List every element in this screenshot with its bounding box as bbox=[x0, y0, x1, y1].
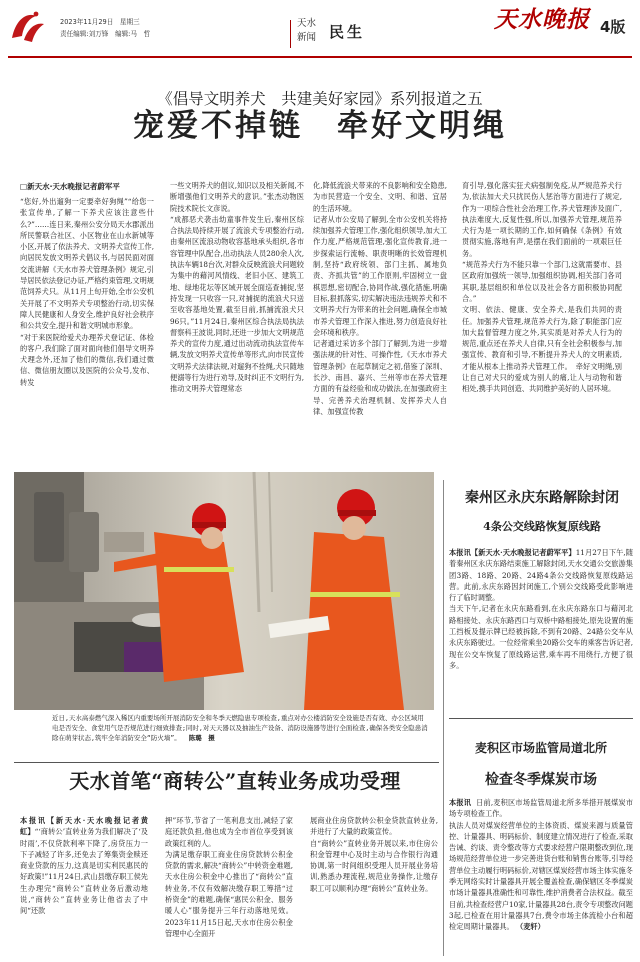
right1-headline: 秦州区永庆东路解除封闭 bbox=[465, 490, 619, 506]
issue-date: 2023年11月29日 星期三 bbox=[60, 18, 140, 26]
section-name: 民生 bbox=[329, 23, 366, 41]
newspaper-logo-icon bbox=[6, 8, 48, 48]
right1-byline: 本报讯【新天水·天水晚报记者蔚军平】 bbox=[449, 548, 576, 557]
main-story-col-1: “您好,外出遛狗一定要牵好狗绳”“给您一张宣传单,了解一下养犬应该注意些什么?”……连日来,秦州公安分局天水郡派出所民警联合社区、小区物业在山水新城等小区,开展了依法养犬、文明养犬宣传工作,向居民发放文明养犬倡议书,与居民面对面交流讲解《天水市养犬管理条例》规定,引导居民依法登记办证,严格约束管理,文明规范饲养犬只。从11月上旬开始,全市公安机关开展了不文明养犬专项整治行动,切实保障人民健康和人身安全,维护良好社会秩序和公共安全,提升和谐文明城市形象。 “对于来医院给爱犬办理养犬登记证、体检的客户,我们除了面对面向他们倡导文明养犬理念外,还加了他们的微信,我们通过微信、微信朋友圈以及医院的公众号,发布、转发 bbox=[20, 197, 154, 387]
bottom-divider bbox=[14, 762, 439, 763]
main-story-col-3: 化,降低流浪犬带来的不良影响和安全隐患,为市民营造一个安全、文明、和谐、宜居的生活环境。 记者从市公安局了解到,全市公安机关将持续加强养犬管理工作,强化组织领导,加大工作力度,严格规范管理,强化宣传教育,进一步探索运行流畅、职责明晰的长效管理机制,坚持“政府统领、部门主抓、属地负责、齐抓共管”的工作原则,牢固树立一盘棋思想,密切配合,协同作战,强化措施,明确目标,狠抓落实,切实解决违法违规养犬和不文明养犬行为带来的社会问题,确保全市城市养犬管理工作深入推进,努力创造良好社会环境和秩序。 记者通过采访多个部门了解到,为进一步增强法规的针对性、可操作性,《天水市养犬管理条例》在起草制定之初,借鉴了深圳、长沙、南昌、嘉兴、兰州等市在养犬管理方面的有益经验和成功做法,在加强政府主导、完善养犬治理机制、发挥养犬人自律、加强宣传教 bbox=[313, 181, 447, 416]
right1-subhead: 4条公交线路恢复原线路 bbox=[483, 520, 601, 533]
bottom-byline: 本报讯【新天水·天水晚报记者黄虹】 bbox=[20, 816, 148, 837]
section-top: 天水 bbox=[297, 18, 317, 29]
photo-caption bbox=[52, 713, 430, 743]
issue-meta bbox=[60, 16, 150, 40]
right1-text: 11月27日下午,随着秦州区永庆东路结束施工解除封闭,天水交通公交旅游集团3路、18路、20路、24路4条公交线路恢复原线路运营。此前,永庆东路因封闭施工,个别公交线路受此影响进行了临时调整。 当天下午,记者在永庆东路看到,在永庆东路东口与藉河北路相接处、永庆东路西口与双桥中路相接处,原先设置的施工挡板及提示牌已经被拆除,不到有20路、24路公交车从永庆东路驶过。一位经常乘坐20路公交车的乘客告诉记者,现在公交车恢复了原线路运营,乘车再不用绕行,方便了很多。 bbox=[449, 548, 633, 670]
section-bottom: 新闻 bbox=[297, 32, 317, 43]
right2-credit: （麦轩） bbox=[516, 922, 545, 932]
main-headline: 宠爱不掉链 牵好文明绳 bbox=[133, 108, 507, 144]
main-story-col-2: 一些文明养犬的倡议,知识以及相关新闻,不断增强他们文明养犬的意识。”张杰动物医院技术院长文彦说。 “成都恶犬袭击幼童事件发生后,秦州区综合执法局持续开展了流浪犬专项整治行动,由秦州区流浪动物收容基地承头组织,各市容管理中队配合,出动执法人员280余人次,执法车辆18台次,对群众反映流浪犬问题较为集中的藉河风情线、老旧小区、建筑工地、绿地花坛等区域开展全面巡查捕捉,坚持发现一只收容一只,对捕捉的流浪犬只送至收容基地处置,截至目前,抓捕流浪犬只96只。”11月24日,秦州区综合执法局执法督察科王波说,同时,还进一步加大文明规范养犬的宣传力度,通过出动流动执法宣传车辆,发放文明养犬宣传单等形式,向市民宣传文明养犬法律法规,对遛狗不拴绳,犬只随地便溺等行为进行劝导,及时纠正不文明行为,推动文明养犬管理常态 bbox=[170, 181, 304, 394]
right-column-rule bbox=[443, 480, 444, 956]
bottom-col-1-text: “‘商转公’直转业务为我们解决了‘及时雨’,不仅贷款利率下降了,房贷压力一下子减轻了许多,还免去了筹集资金赎还商业贷款的压力,这真是切实利民惠民的好政策!”11月24日,武山县缴存职工侯先生办理完“商转公”直转业务后激动地说,“商转公”直转业务让他省去了中间“还款 bbox=[20, 827, 148, 916]
photo-credit: 陈璐 摄 bbox=[188, 734, 215, 742]
right2-byline: 本报讯 bbox=[449, 798, 472, 807]
brand-name: 天水晚报 bbox=[494, 6, 590, 33]
bottom-col-2: 押”环节,节省了一笔利息支出,减轻了家庭还款负担,他也成为全市首位享受到该政策红利的人。 为满足缴存职工商业住房贷款转公积金贷款的需求,解决“商转公”中转资金难题,天水住房公积金中心推出了“商转公”直转业务,不仅有效解决缴存职工筹措“过桥资金”的难题,确保“惠民公积金、服务暖人心”服务提升三年行动落地见效。2023年11月15日起,天水市住房公积金管理中心全面开 bbox=[165, 816, 293, 938]
caption-text: 近日,天水高泰燃气深入稀区内重要场所开展消防安全和冬季天燃隐患专项检查,重点对办公楼消防安全设施是否有效、办公区域用电是否安全、食堂用气是否规范进行细致排查;同时,对天天器以及抽油生产设备、消防设施器等进行全面检查,确保各类安全隐患消除在萌芽状态,筑牢全年消防安全“防火墙”。 bbox=[52, 714, 428, 742]
right2-dateline: 麦积区市场监管局道北所 bbox=[474, 741, 607, 755]
issue-editors: 责任编辑:刘万锋 编辑:马 哲 bbox=[60, 30, 151, 38]
bottom-col-1 bbox=[20, 815, 148, 957]
right2-body bbox=[449, 797, 633, 955]
right2-headline: 检查冬季煤炭市场 bbox=[485, 772, 597, 788]
series-kicker: 《倡导文明养犬 共建美好家园》系列报道之五 bbox=[157, 90, 483, 108]
section-label bbox=[290, 20, 380, 48]
bottom-col-3: 展商业住房贷款转公积金贷款直转业务,并进行了大量的政策宣传。 自“商转公”直转业务开展以来,市住房公积金管理中心及时主动与合作银行沟通协调,第一时间组织受理人员开展业务培训,熟悉办理流程,规范业务操作,让缴存职工可以顺利办理“商转公”直转业务。 bbox=[310, 816, 438, 893]
right2-text: 日前,麦积区市场监管局道北所多举措开展煤炭市场专项检查工作。 执法人员对煤炭经营单位的主体资质、煤炭来源与质量管控、计量器具、明码标价、制度建立情况进行了检查,采取告诫、约谈、责令整改等方式要求经营户限期整改到位,现场规范经营单位进一步完善进货台账和销售台账等,引导经营单位主动履行明码标价,对辖区煤炭经营市场主体实施冬季无网络实时计量器具开展全覆盖检查,确保辖区冬季煤炭市场计量器具准确性和可靠性,维护消费者合法权益。截至目前,共检查经营户10家,计量器具28台,责令专项整改问题3起,已检查在用计量器具7台,费令市场主体流检小台和超检定周期计量器具。 bbox=[449, 798, 633, 932]
masthead-rule bbox=[8, 56, 632, 58]
right1-body bbox=[449, 547, 633, 687]
right-divider bbox=[449, 718, 633, 719]
main-byline: □新天水·天水晚报记者蔚军平 bbox=[20, 182, 120, 191]
bottom-headline: 天水首笔“商转公”直转业务成功受理 bbox=[69, 769, 401, 793]
page-number: 4版 bbox=[600, 18, 626, 36]
inspection-photo bbox=[14, 472, 434, 710]
main-story-col-4: 育引导,强化落实狂犬病强制免疫,从严规范养犬行为,依法加大犬只扰民伤人惩治等方面进行了规定,作为一项综合性社会治理工作,养犬管理涉及面广,执法难度大,反复性强,所以,加强养犬管理,规范养犬行为是一项长期的工作,如何确保《条例》有效贯彻实施,落地有声,是摆在我们面前的一项艰巨任务。 “规范养犬行为不能只靠一个部门,这就需要市、县区政府加强统一领导,加强组织协调,相关部门各司其职,基层组织和单位以及社会各方面积极协同配合。” 文明、依法、健康、安全养犬,是我们共同的责任。加强养犬管理,规范养犬行为,除了职能部门应加大监督管理力度之外,其实质是对养犬人行为的规范,重点还在养犬人自律,只有全社会积极参与,加强宣传、教育和引导,不断提升养犬人的文明素质,才能从根本上推动养犬管理工作。 牵好文明绳,别让自己对犬只的爱成为别人的痛,让人与动物和谐相处,携手共同创造、共同维护美好的人居环境。 bbox=[462, 181, 622, 394]
